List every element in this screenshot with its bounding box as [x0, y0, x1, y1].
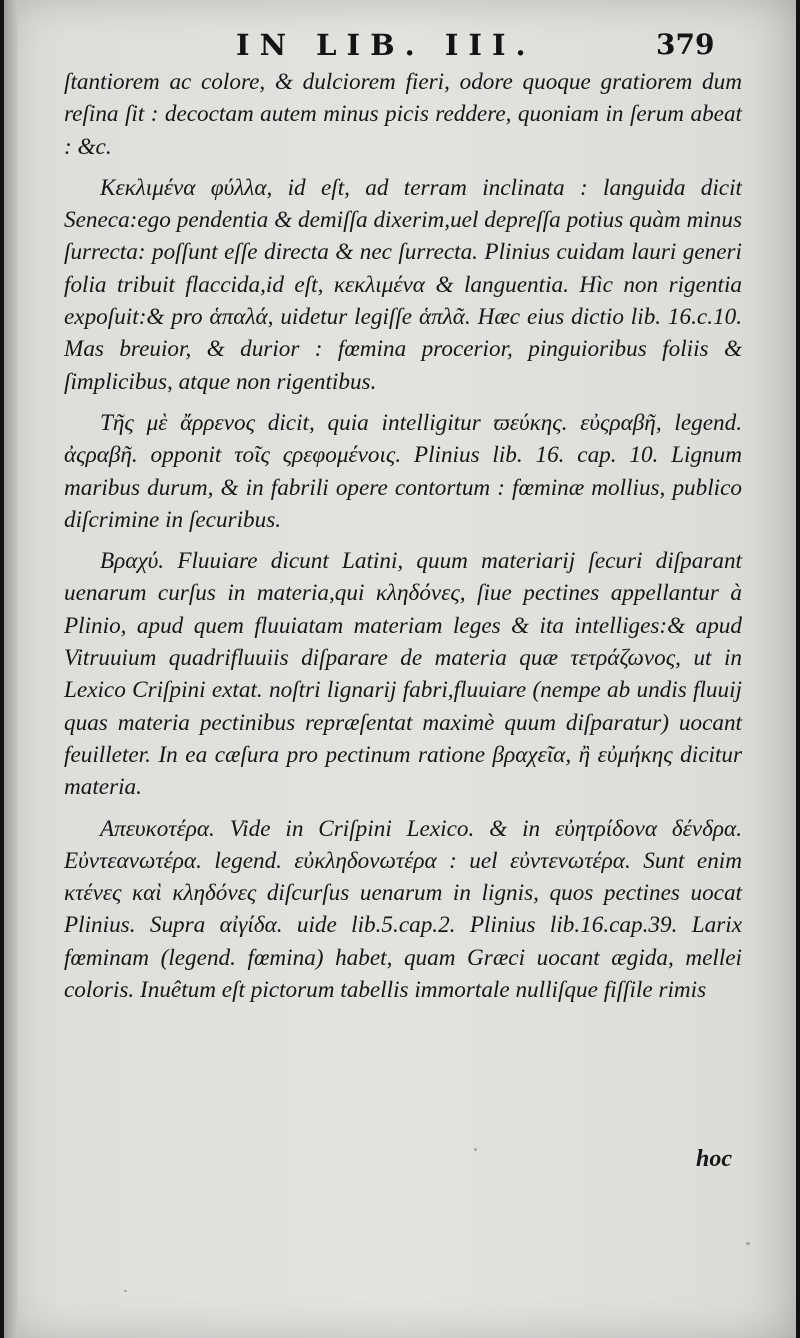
running-head: IN LIB. III. — [236, 28, 536, 62]
page-number: 379 — [656, 28, 715, 61]
paragraph-arrenos: Τῆς μὲ ἄρρενος dicit, quia intelligitur ϖεύκης. εὐςραβῆ, legend. ἀςραβῆ. opponit τοῖς ςρεφομένοις. Plinius lib. 16. cap. 10. Lignum maribus durum, & in fabrili opere contortum : fœminæ mollius, publico diſcrimine in ſecuribus. — [64, 409, 742, 533]
paragraph-apeukotera: Απευκοτέρα. Vide in Criſpini Lexico. & in εὐητρίδονα δένδρα. Εὐντεανωτέρα. legend. εὐκληδονωτέρα : uel εὐντενωτέρα. Sunt enim κτένες καὶ κληδόνες diſcurſus uenarum in lignis, quos pectines uocat Plinius. Supra αἰγίδα. uide lib.5.cap.2. Plinius lib.16.cap.39. Larix fœminam (legend. fœmina) habet, quam Græci uocant ægida, mellei coloris. Inuêtum eſt pictorum tabellis immortale nulliſque fiſſile rimis — [64, 815, 742, 1004]
paper-speck — [124, 1290, 127, 1292]
page-gutter-shadow — [4, 0, 18, 1338]
paper-speck — [746, 1242, 750, 1245]
paragraph-brachy: Βραχύ. Fluuiare dicunt Latini, quum materiarij ſecuri diſparant uenarum curſus in materia,qui κληδόνες, ſiue pectines appellantur à Plinio, apud quem fluuiatam materiam leges & ita intelliges:& apud Vitruuium quadrifluuiis diſparare de materia quæ τετράζωνος, ut in Lexico Criſpini extat. noſtri lignarij fabri,fluuiare (nempe ab undis fluuij quas materia pectinibus repræſentat maximè quum diſparatur) uocant feuilleter. In ea cæſura pro pectinum ratione βραχεῖα, ἢ εὐμήκης dicitur materia. — [64, 548, 742, 801]
paragraph-continuation: ſtantiorem ac colore, & dulciorem fieri, odore quoque gratiorem dum reſina ſit : decoctam autem minus picis reddere, quoniam in ſerum abeat : &c. — [64, 69, 742, 160]
paragraph-kekl: Κεκλιμένα φύλλα, id eſt, ad terram inclinata : languida dicit Seneca:ego pendentia & demiſſa dixerim,uel depreſſa potius quàm minus ſurrecta: poſſunt eſſe directa & nec ſurrecta. Plinius cuidam lauri generi folia tribuit flaccida,id eſt, κεκλιμένα & languentia. Hìc non rigentia expoſuit:& pro ἁπαλά, uidetur legiſſe ἁπλᾶ. Hæc eius dictio lib. 16.c.10. Mas breuior, & durior : fœmina procerior, pinguioribus foliis & ſimplicibus, atque non rigentibus. — [64, 174, 742, 395]
catchword: hoc — [696, 1146, 732, 1172]
paper-speck — [474, 1148, 477, 1151]
page-header — [4, 28, 796, 64]
book-page — [4, 0, 796, 1338]
body-text — [64, 66, 742, 1015]
